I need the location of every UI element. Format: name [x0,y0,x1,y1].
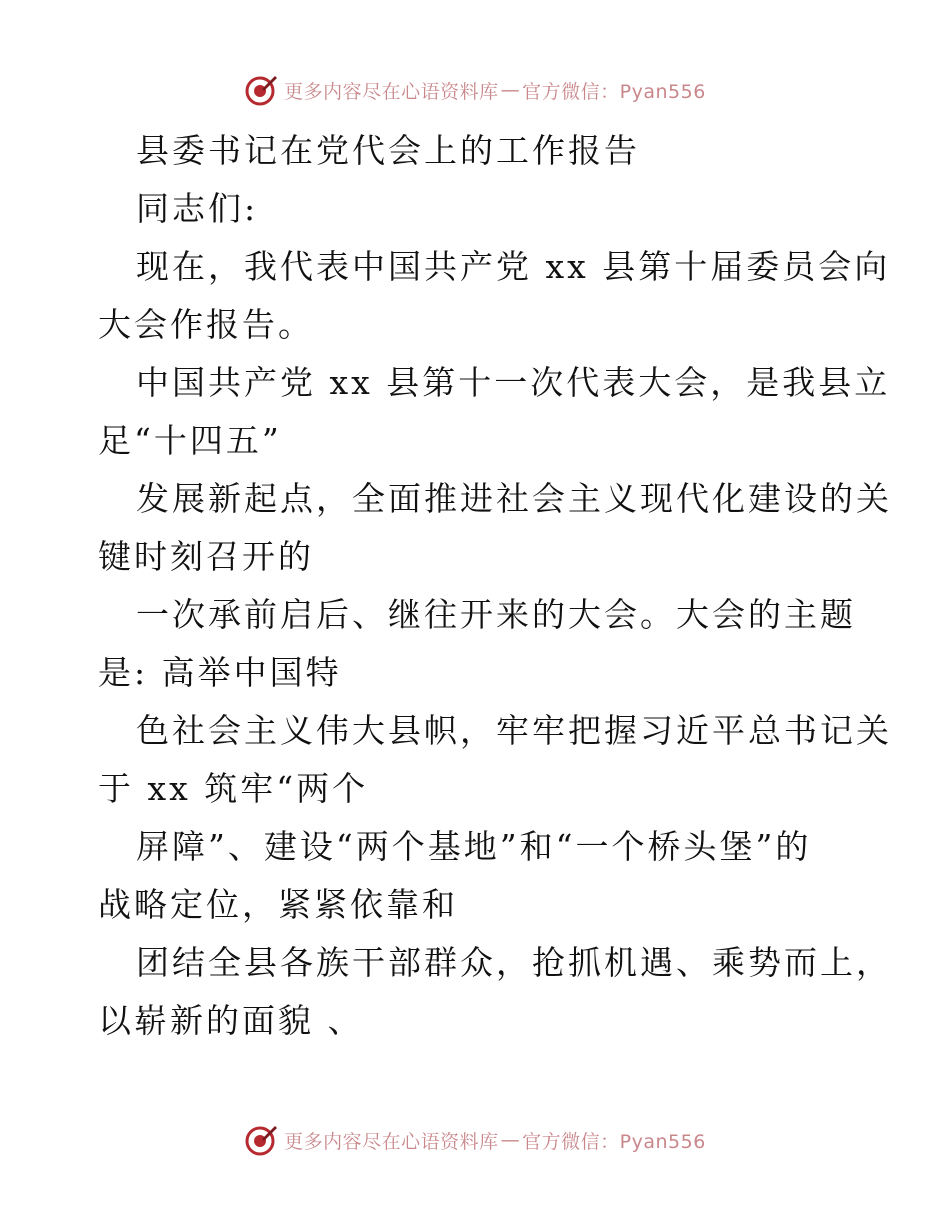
body-line: 战略定位，紧紧依靠和 [98,885,458,924]
watermark-brand: 更多内容尽在心语资料库 [284,80,499,103]
body-line: 团结全县各族干部群众，抢抓机遇、乘势而上， [136,943,892,982]
body-line: 足“十四五” [98,421,282,460]
document-body [98,122,892,1050]
body-line: 现在，我代表中国共产党 xx 县第十届委员会向 [136,247,891,286]
body-line: 大会作报告。 [98,305,314,344]
watermark-contact: 官方微信：Pyan556 [522,1130,706,1153]
body-line: 屏障”、建设“两个基地”和“一个桥头堡”的 [136,827,812,866]
body-text [98,238,892,1050]
pen-logo-icon [244,73,278,107]
body-line: 是: 高举中国特 [98,653,342,692]
watermark-separator: — [500,1129,521,1151]
pen-logo-icon [244,1123,278,1157]
salutation: 同志们: [136,189,259,228]
body-line: 以崭新的面貌 、 [98,1001,364,1040]
body-line: 键时刻召开的 [98,537,314,576]
watermark-contact: 官方微信：Pyan556 [522,80,706,103]
body-line: 一次承前启后、继往开来的大会。大会的主题 [136,595,856,634]
header-watermark [0,70,950,110]
body-line: 发展新起点，全面推进社会主义现代化建设的关 [136,479,892,518]
watermark-separator: — [500,79,521,101]
watermark-brand: 更多内容尽在心语资料库 [284,1130,499,1153]
body-line: 中国共产党 xx 县第十一次代表大会，是我县立 [136,363,891,402]
body-line: 于 xx 筑牢“两个 [98,769,369,808]
footer-watermark [0,1120,950,1160]
body-line: 色社会主义伟大县帜，牢牢把握习近平总书记关 [136,711,892,750]
document-title: 县委书记在党代会上的工作报告 [136,131,640,170]
